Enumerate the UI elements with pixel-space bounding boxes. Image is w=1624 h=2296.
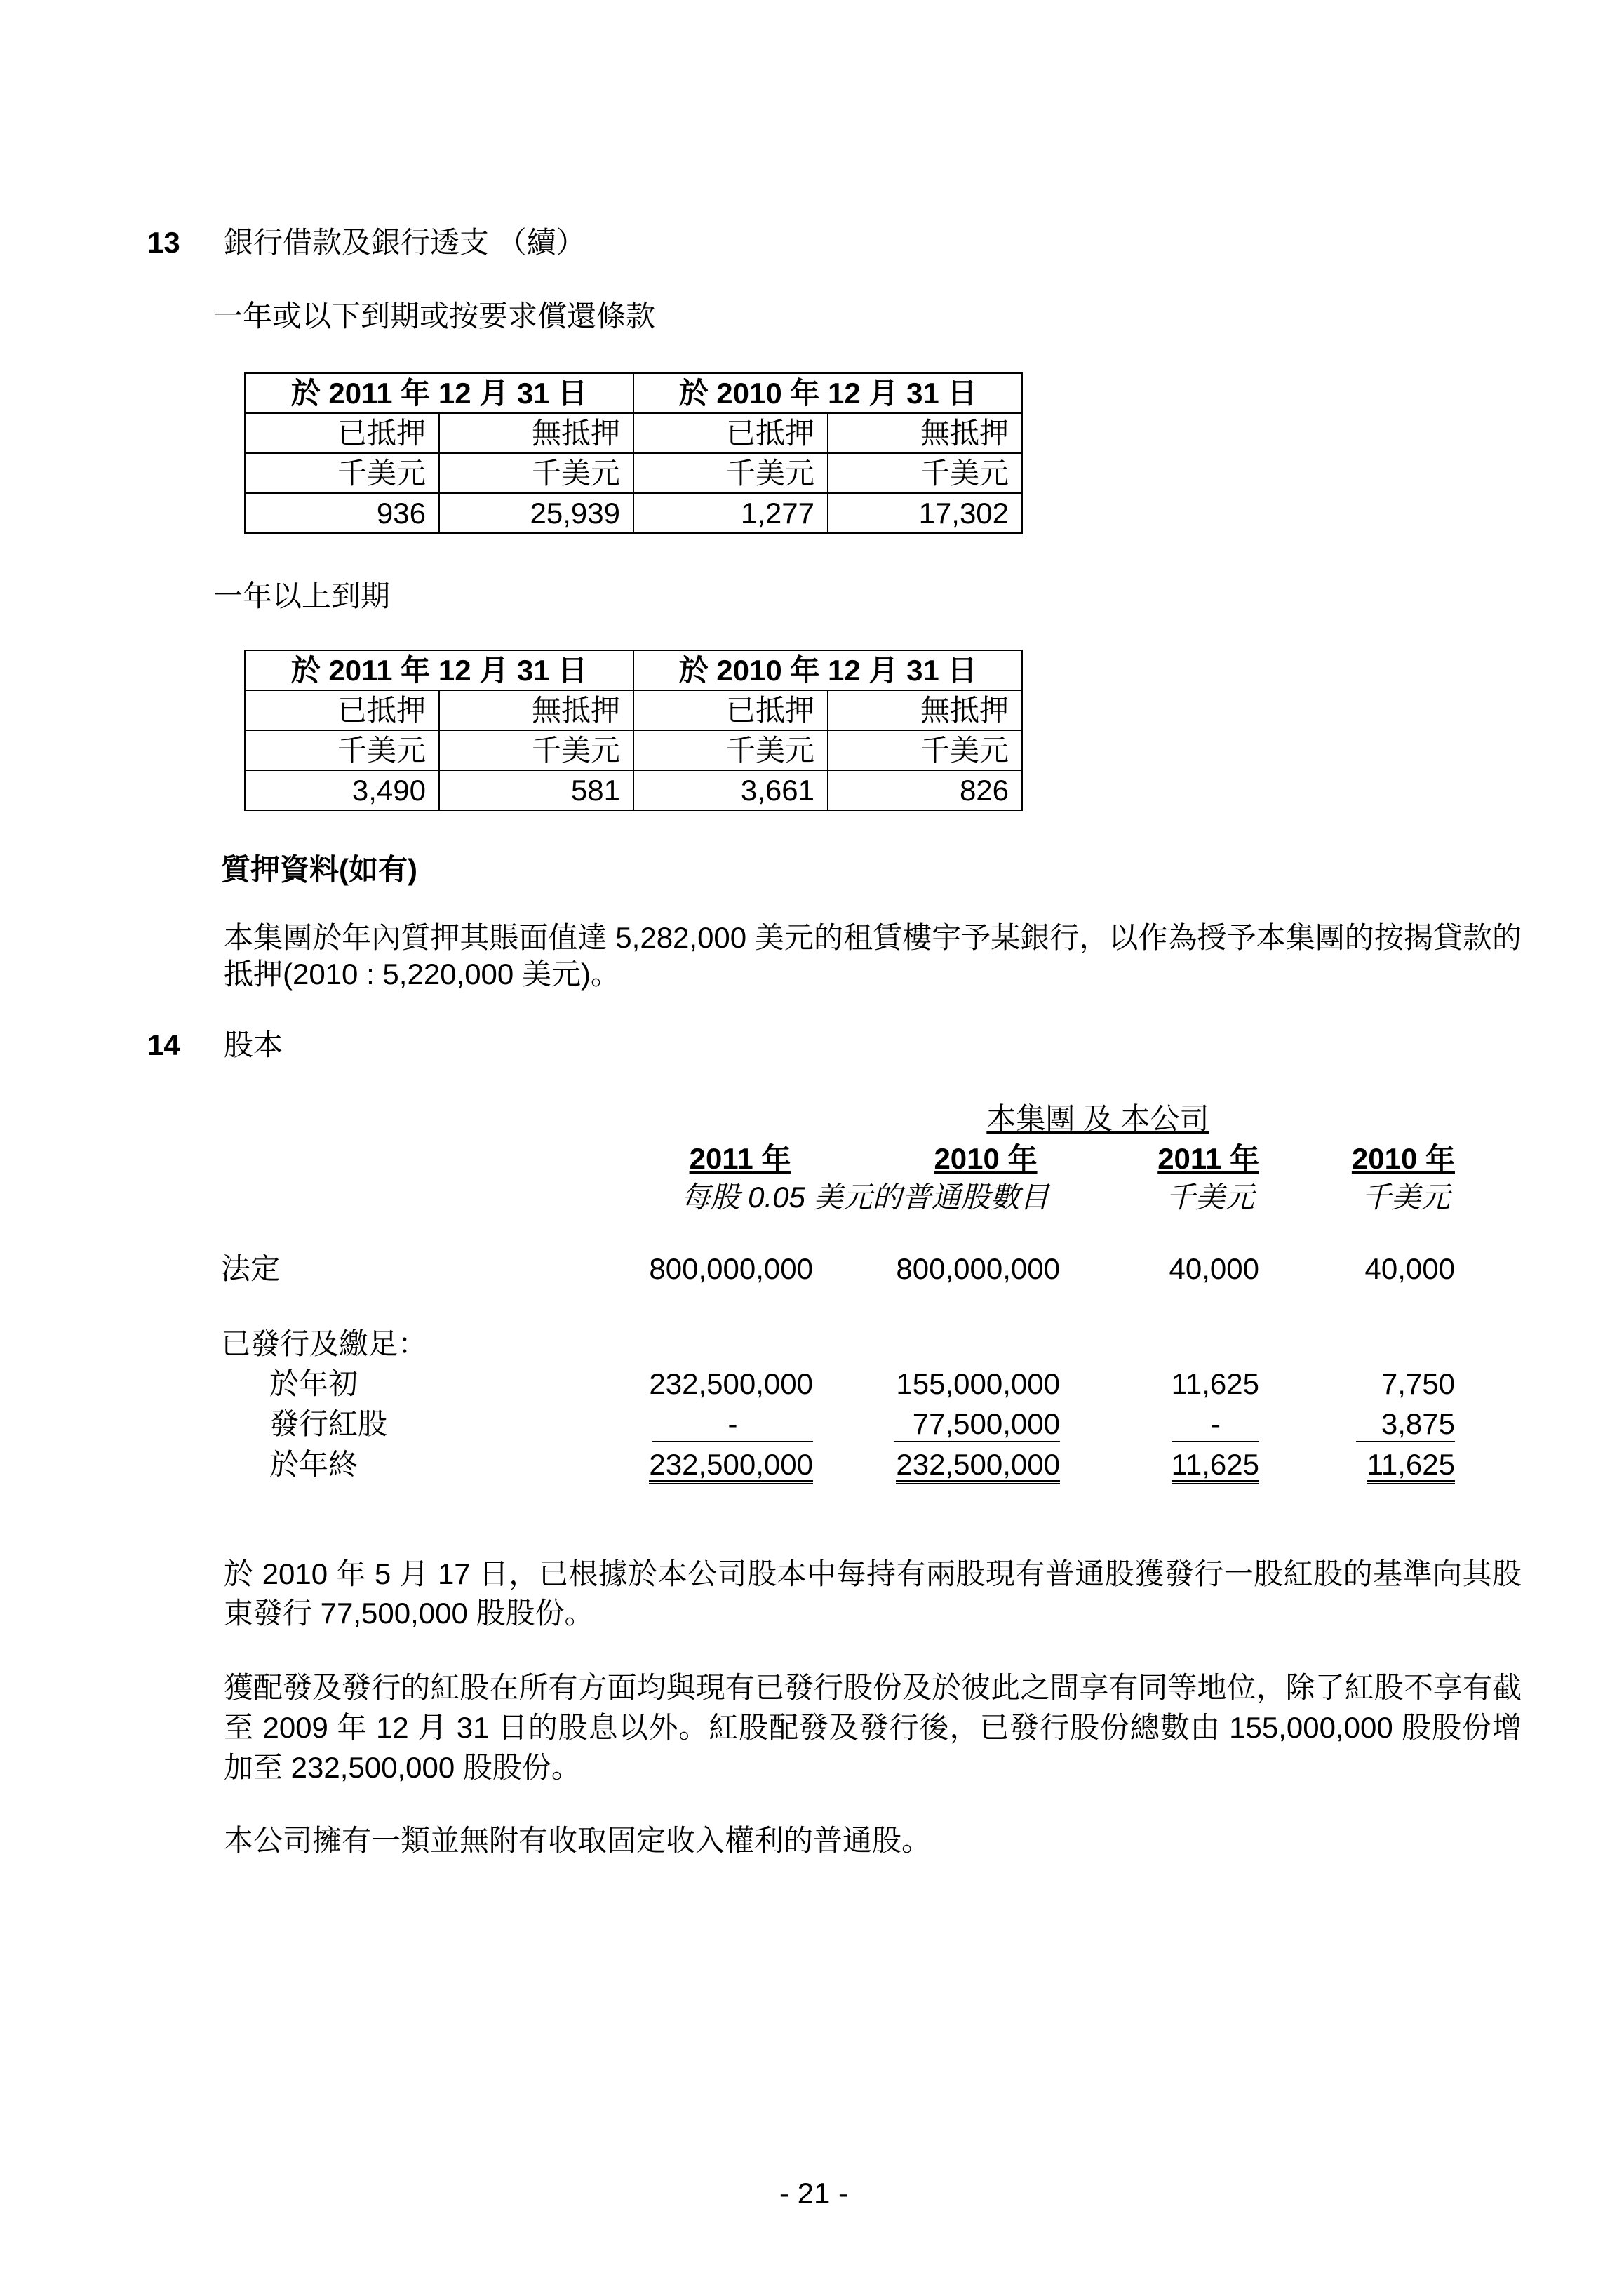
- value-cell: 3,875: [1356, 1407, 1455, 1442]
- value-cell: 800,000,000: [896, 1252, 1060, 1285]
- value-cell: 11,625: [1171, 1367, 1259, 1400]
- value-cell-wrap: [1060, 1446, 1259, 1484]
- unit-label: 千美元: [633, 730, 828, 770]
- column-label: 無抵押: [828, 690, 1022, 730]
- period-2010: 於 2010 年 12 月 31 日: [633, 373, 1022, 413]
- pledge-heading: 質押資料(如有): [221, 853, 417, 886]
- row-label: 於年初: [269, 1367, 358, 1400]
- value-cell: 936: [245, 493, 439, 533]
- year-header: 2011 年: [689, 1142, 791, 1175]
- section-14-number: 14: [147, 1028, 180, 1061]
- total-value: 11,625: [1367, 1449, 1455, 1484]
- value-cell: 77,500,000: [894, 1407, 1060, 1442]
- unit-header-row: [0, 1179, 1624, 1219]
- unit-label: 千美元: [245, 730, 439, 770]
- table-row: [245, 730, 1022, 770]
- share-capital-group-header: [0, 1101, 1624, 1140]
- value-cell: 40,000: [1364, 1252, 1455, 1285]
- column-label: 無抵押: [828, 413, 1022, 453]
- year-header: 2011 年: [1157, 1142, 1259, 1175]
- year-header: 2010 年: [934, 1142, 1038, 1175]
- value-cell: 40,000: [1169, 1252, 1259, 1285]
- value-cell: 826: [828, 770, 1022, 810]
- year-header-row: [0, 1141, 1624, 1180]
- opening-row: [0, 1366, 1624, 1405]
- value-cell: -: [652, 1407, 813, 1442]
- value-cell: 232,500,000: [649, 1367, 813, 1400]
- unit-label: 千美元: [245, 453, 439, 493]
- row-label: 發行紅股: [269, 1407, 388, 1440]
- value-cell-wrap: [1259, 1406, 1455, 1442]
- column-label: 已抵押: [633, 413, 828, 453]
- year-header: 2010 年: [1351, 1142, 1455, 1175]
- table-row: [245, 493, 1022, 533]
- column-label: 已抵押: [245, 690, 439, 730]
- issued-heading-row: [0, 1326, 1624, 1365]
- row-label: 已發行及繳足：: [221, 1327, 428, 1360]
- table-row: [245, 413, 1022, 453]
- row-label: 法定: [221, 1252, 281, 1285]
- row-label: 於年終: [269, 1448, 358, 1481]
- value-cell: 1,277: [633, 493, 828, 533]
- long-term-heading: 一年以上到期: [213, 579, 391, 612]
- value-cell-wrap: [813, 1406, 1060, 1442]
- share-class-paragraph: 本公司擁有一類並無附有收取固定收入權利的普通股。: [224, 1824, 932, 1857]
- value-cell-wrap: [617, 1406, 813, 1442]
- usd-unit-label: 千美元: [1361, 1181, 1450, 1214]
- value-cell-wrap: [813, 1446, 1060, 1484]
- section-13-number: 13: [147, 226, 180, 259]
- value-cell: 25,939: [439, 493, 633, 533]
- section-13-title: 銀行借款及銀行透支 （續）: [224, 226, 586, 259]
- usd-unit-label: 千美元: [1165, 1181, 1254, 1214]
- bonus-issue-paragraph: 於 2010 年 5 月 17 日，已根據於本公司股本中每持有兩股現有普通股獲發行一股紅股的基準向其股東發行 77,500,000 股股份。: [224, 1557, 1522, 1630]
- column-label: 已抵押: [245, 413, 439, 453]
- shares-unit-label: 每股 0.05 美元的普通股數目: [680, 1181, 1049, 1214]
- value-cell-wrap: [617, 1446, 813, 1484]
- page-number: - 21 -: [779, 2177, 849, 2210]
- short-term-loans-table: [244, 372, 1023, 534]
- unit-label: 千美元: [439, 730, 633, 770]
- unit-label: 千美元: [828, 730, 1022, 770]
- total-value: 11,625: [1172, 1449, 1259, 1484]
- long-term-loans-table: [244, 650, 1023, 811]
- value-cell-wrap: [1060, 1406, 1259, 1442]
- value-cell: -: [1172, 1407, 1259, 1442]
- period-2011: 於 2011 年 12 月 31 日: [245, 650, 633, 690]
- column-label: 無抵押: [439, 690, 633, 730]
- total-value: 232,500,000: [896, 1449, 1060, 1484]
- bonus-rights-paragraph: 獲配發及發行的紅股在所有方面均與現有已發行股份及於彼此之間享有同等地位，除了紅股不享有截至 2009 年 12 月 31 日的股息以外。紅股配發及發行後，已發行股份總數由 155,000,000 股股份增加至 232,500,000 股股份。: [224, 1671, 1522, 1784]
- value-cell: 7,750: [1381, 1367, 1455, 1400]
- closing-row: [0, 1446, 1624, 1486]
- value-cell: 3,661: [633, 770, 828, 810]
- unit-label: 千美元: [828, 453, 1022, 493]
- table-row: [245, 690, 1022, 730]
- table-row: [245, 453, 1022, 493]
- value-cell: 3,490: [245, 770, 439, 810]
- value-cell: 155,000,000: [896, 1367, 1060, 1400]
- value-cell: 17,302: [828, 493, 1022, 533]
- value-cell: 800,000,000: [649, 1252, 813, 1285]
- section-14-title: 股本: [224, 1028, 283, 1061]
- group-title: 本集團 及 本公司: [986, 1102, 1209, 1135]
- table-header-row: [245, 373, 1022, 413]
- period-2010: 於 2010 年 12 月 31 日: [633, 650, 1022, 690]
- bonus-issue-row: [0, 1406, 1624, 1445]
- unit-label: 千美元: [633, 453, 828, 493]
- value-cell-wrap: [1259, 1446, 1455, 1484]
- pledge-paragraph: 本集團於年內質押其賬面值達 5,282,000 美元的租賃樓宇予某銀行，以作為授予本集團的按揭貸款的抵押(2010 : 5,220,000 美元)。: [224, 921, 1522, 991]
- period-2011: 於 2011 年 12 月 31 日: [245, 373, 633, 413]
- table-header-row: [245, 650, 1022, 690]
- authorised-row: [0, 1251, 1624, 1290]
- short-term-heading: 一年或以下到期或按要求償還條款: [213, 300, 656, 333]
- table-row: [245, 770, 1022, 810]
- unit-label: 千美元: [439, 453, 633, 493]
- value-cell: 581: [439, 770, 633, 810]
- column-label: 無抵押: [439, 413, 633, 453]
- column-label: 已抵押: [633, 690, 828, 730]
- total-value: 232,500,000: [649, 1449, 813, 1484]
